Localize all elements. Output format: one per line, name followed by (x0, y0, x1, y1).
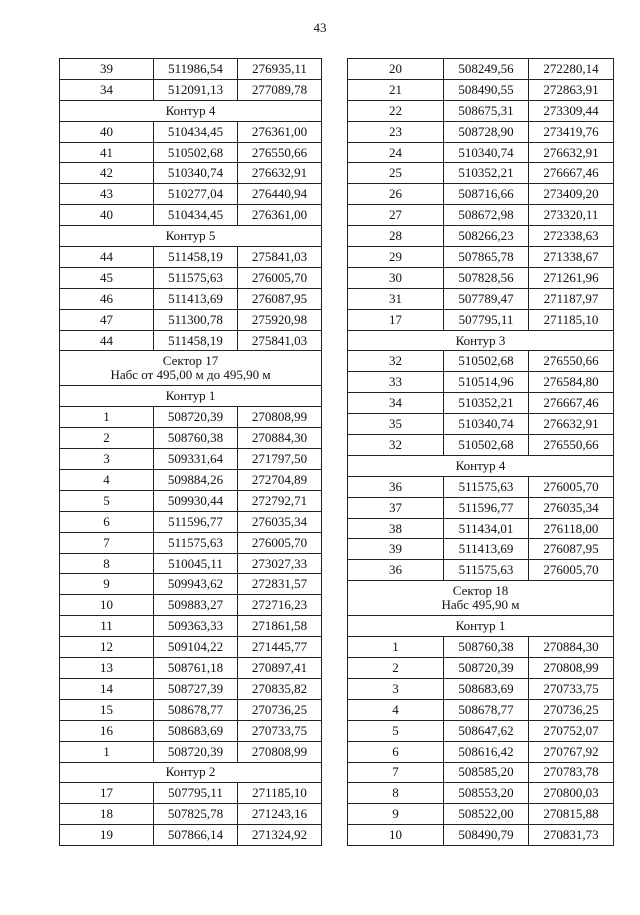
y-coordinate-cell: 270767,92 (529, 741, 614, 762)
x-coordinate-cell: 508675,31 (444, 100, 529, 121)
table-row (348, 476, 614, 497)
section-header-row (60, 226, 322, 247)
y-coordinate-cell: 272716,23 (238, 595, 322, 616)
table-row (60, 532, 322, 553)
y-coordinate-cell: 272863,91 (529, 79, 614, 100)
point-number-cell: 5 (348, 720, 444, 741)
table-row (60, 247, 322, 268)
y-coordinate-cell: 271324,92 (238, 825, 322, 846)
x-coordinate-cell: 511596,77 (444, 497, 529, 518)
table-row (60, 267, 322, 288)
x-coordinate-cell: 508720,39 (154, 741, 238, 762)
x-coordinate-cell: 510340,74 (444, 142, 529, 163)
table-row (348, 372, 614, 393)
point-number-cell: 31 (348, 288, 444, 309)
x-coordinate-cell: 508720,39 (154, 407, 238, 428)
y-coordinate-cell: 276584,80 (529, 372, 614, 393)
y-coordinate-cell: 276361,00 (238, 205, 322, 226)
y-coordinate-cell: 272704,89 (238, 470, 322, 491)
point-number-cell: 39 (60, 59, 154, 80)
point-number-cell: 35 (348, 414, 444, 435)
y-coordinate-cell: 276935,11 (238, 59, 322, 80)
section-header (60, 100, 322, 121)
y-coordinate-cell: 275920,98 (238, 309, 322, 330)
section-header-line: Набс от 495,00 м до 495,90 м (110, 367, 271, 383)
point-number-cell: 23 (348, 121, 444, 142)
x-coordinate-cell: 508616,42 (444, 741, 529, 762)
y-coordinate-cell: 276005,70 (238, 532, 322, 553)
x-coordinate-cell: 510434,45 (154, 121, 238, 142)
y-coordinate-cell: 270783,78 (529, 762, 614, 783)
point-number-cell: 9 (348, 804, 444, 825)
point-number-cell: 34 (60, 79, 154, 100)
point-number-cell: 22 (348, 100, 444, 121)
x-coordinate-cell: 511575,63 (444, 476, 529, 497)
y-coordinate-cell: 276550,66 (529, 351, 614, 372)
y-coordinate-cell: 272280,14 (529, 59, 614, 80)
point-number-cell: 32 (348, 351, 444, 372)
x-coordinate-cell: 507865,78 (444, 247, 529, 268)
point-number-cell: 15 (60, 699, 154, 720)
x-coordinate-cell: 508490,79 (444, 825, 529, 846)
x-coordinate-cell: 510502,68 (444, 351, 529, 372)
x-coordinate-cell: 508678,77 (444, 699, 529, 720)
y-coordinate-cell: 270884,30 (529, 637, 614, 658)
x-coordinate-cell: 510277,04 (154, 184, 238, 205)
x-coordinate-cell: 512091,13 (154, 79, 238, 100)
table-row (348, 351, 614, 372)
y-coordinate-cell: 276667,46 (529, 163, 614, 184)
section-header-line: Контур 2 (165, 764, 216, 780)
point-number-cell: 3 (348, 678, 444, 699)
point-number-cell: 12 (60, 637, 154, 658)
table-row (60, 699, 322, 720)
y-coordinate-cell: 276087,95 (529, 539, 614, 560)
table-row (348, 560, 614, 581)
table-row (60, 720, 322, 741)
x-coordinate-cell: 508761,18 (154, 658, 238, 679)
section-header (348, 455, 614, 476)
x-coordinate-cell: 508249,56 (444, 59, 529, 80)
y-coordinate-cell: 270808,99 (238, 741, 322, 762)
x-coordinate-cell: 511300,78 (154, 309, 238, 330)
x-coordinate-cell: 508672,98 (444, 205, 529, 226)
table-row (348, 100, 614, 121)
y-coordinate-cell: 276035,34 (529, 497, 614, 518)
x-coordinate-cell: 508553,20 (444, 783, 529, 804)
x-coordinate-cell: 510352,21 (444, 393, 529, 414)
x-coordinate-cell: 507825,78 (154, 804, 238, 825)
point-number-cell: 32 (348, 435, 444, 456)
table-row (60, 121, 322, 142)
table-row (60, 783, 322, 804)
y-coordinate-cell: 270733,75 (238, 720, 322, 741)
x-coordinate-cell: 509943,62 (154, 574, 238, 595)
point-number-cell: 4 (348, 699, 444, 720)
y-coordinate-cell: 271187,97 (529, 288, 614, 309)
table-row (348, 288, 614, 309)
y-coordinate-cell: 270800,03 (529, 783, 614, 804)
point-number-cell: 21 (348, 79, 444, 100)
x-coordinate-cell: 507795,11 (154, 783, 238, 804)
section-header (60, 762, 322, 783)
table-row (348, 267, 614, 288)
table-row (60, 678, 322, 699)
section-header-line: Набс 495,90 м (441, 597, 520, 613)
y-coordinate-cell: 270831,73 (529, 825, 614, 846)
table-row (60, 741, 322, 762)
y-coordinate-cell: 272338,63 (529, 226, 614, 247)
x-coordinate-cell: 511413,69 (444, 539, 529, 560)
table-row (60, 825, 322, 846)
y-coordinate-cell: 273027,33 (238, 553, 322, 574)
table-row (348, 825, 614, 846)
y-coordinate-cell: 273419,76 (529, 121, 614, 142)
point-number-cell: 16 (60, 720, 154, 741)
x-coordinate-cell: 508716,66 (444, 184, 529, 205)
y-coordinate-cell: 276087,95 (238, 288, 322, 309)
section-header-row (60, 762, 322, 783)
x-coordinate-cell: 509930,44 (154, 490, 238, 511)
table-row (348, 163, 614, 184)
table-row (348, 699, 614, 720)
table-row (348, 741, 614, 762)
table-row (348, 121, 614, 142)
section-header-line: Контур 1 (455, 618, 506, 634)
point-number-cell: 36 (348, 476, 444, 497)
x-coordinate-cell: 508727,39 (154, 678, 238, 699)
x-coordinate-cell: 508647,62 (444, 720, 529, 741)
x-coordinate-cell: 508760,38 (444, 637, 529, 658)
section-header-row (60, 351, 322, 386)
x-coordinate-cell: 510340,74 (444, 414, 529, 435)
table-body-left (60, 59, 322, 846)
table-row (60, 804, 322, 825)
point-number-cell: 40 (60, 121, 154, 142)
table-row (60, 490, 322, 511)
y-coordinate-cell: 270835,82 (238, 678, 322, 699)
y-coordinate-cell: 271185,10 (238, 783, 322, 804)
y-coordinate-cell: 271445,77 (238, 637, 322, 658)
y-coordinate-cell: 275841,03 (238, 247, 322, 268)
x-coordinate-cell: 507789,47 (444, 288, 529, 309)
x-coordinate-cell: 511458,19 (154, 247, 238, 268)
y-coordinate-cell: 270733,75 (529, 678, 614, 699)
point-number-cell: 9 (60, 574, 154, 595)
point-number-cell: 3 (60, 449, 154, 470)
point-number-cell: 17 (348, 309, 444, 330)
table-row (60, 330, 322, 351)
table-body-right (348, 59, 614, 846)
point-number-cell: 6 (348, 741, 444, 762)
section-header-row (348, 581, 614, 616)
point-number-cell: 25 (348, 163, 444, 184)
y-coordinate-cell: 276632,91 (529, 414, 614, 435)
y-coordinate-cell: 276005,70 (238, 267, 322, 288)
y-coordinate-cell: 270808,99 (529, 658, 614, 679)
x-coordinate-cell: 507795,11 (444, 309, 529, 330)
point-number-cell: 33 (348, 372, 444, 393)
x-coordinate-cell: 509104,22 (154, 637, 238, 658)
x-coordinate-cell: 509363,33 (154, 616, 238, 637)
x-coordinate-cell: 510340,74 (154, 163, 238, 184)
section-header-line: Контур 4 (165, 102, 216, 118)
point-number-cell: 5 (60, 490, 154, 511)
point-number-cell: 30 (348, 267, 444, 288)
table-row (60, 288, 322, 309)
table-row (348, 497, 614, 518)
x-coordinate-cell: 508490,55 (444, 79, 529, 100)
y-coordinate-cell: 276632,91 (529, 142, 614, 163)
table-row (348, 414, 614, 435)
x-coordinate-cell: 511575,63 (154, 532, 238, 553)
y-coordinate-cell: 271243,16 (238, 804, 322, 825)
y-coordinate-cell: 270736,25 (529, 699, 614, 720)
x-coordinate-cell: 508266,23 (444, 226, 529, 247)
point-number-cell: 1 (60, 741, 154, 762)
section-header-line: Контур 5 (165, 228, 216, 244)
x-coordinate-cell: 508585,20 (444, 762, 529, 783)
x-coordinate-cell: 510352,21 (444, 163, 529, 184)
table-row (348, 804, 614, 825)
y-coordinate-cell: 271797,50 (238, 449, 322, 470)
point-number-cell: 8 (60, 553, 154, 574)
y-coordinate-cell: 270815,88 (529, 804, 614, 825)
table-row (348, 142, 614, 163)
table-row (348, 678, 614, 699)
y-coordinate-cell: 276550,66 (529, 435, 614, 456)
x-coordinate-cell: 511575,63 (154, 267, 238, 288)
table-row (348, 783, 614, 804)
point-number-cell: 38 (348, 518, 444, 539)
y-coordinate-cell: 276632,91 (238, 163, 322, 184)
y-coordinate-cell: 270897,41 (238, 658, 322, 679)
table-row (60, 142, 322, 163)
y-coordinate-cell: 277089,78 (238, 79, 322, 100)
table-row (348, 539, 614, 560)
table-row (348, 79, 614, 100)
y-coordinate-cell: 272831,57 (238, 574, 322, 595)
y-coordinate-cell: 270752,07 (529, 720, 614, 741)
y-coordinate-cell: 270884,30 (238, 428, 322, 449)
table-row (348, 59, 614, 80)
table-row (60, 163, 322, 184)
y-coordinate-cell: 273309,44 (529, 100, 614, 121)
point-number-cell: 1 (60, 407, 154, 428)
x-coordinate-cell: 508683,69 (444, 678, 529, 699)
coordinates-table-left (59, 58, 322, 846)
table-row (60, 658, 322, 679)
point-number-cell: 2 (60, 428, 154, 449)
x-coordinate-cell: 510502,68 (444, 435, 529, 456)
x-coordinate-cell: 510434,45 (154, 205, 238, 226)
y-coordinate-cell: 270736,25 (238, 699, 322, 720)
y-coordinate-cell: 276440,94 (238, 184, 322, 205)
point-number-cell: 1 (348, 637, 444, 658)
point-number-cell: 2 (348, 658, 444, 679)
table-row (348, 518, 614, 539)
x-coordinate-cell: 508728,90 (444, 121, 529, 142)
y-coordinate-cell: 276005,70 (529, 476, 614, 497)
point-number-cell: 41 (60, 142, 154, 163)
x-coordinate-cell: 511458,19 (154, 330, 238, 351)
y-coordinate-cell: 276550,66 (238, 142, 322, 163)
point-number-cell: 42 (60, 163, 154, 184)
point-number-cell: 27 (348, 205, 444, 226)
point-number-cell: 39 (348, 539, 444, 560)
table-row (348, 720, 614, 741)
x-coordinate-cell: 508720,39 (444, 658, 529, 679)
x-coordinate-cell: 508522,00 (444, 804, 529, 825)
page-number: 43 (313, 20, 327, 35)
y-coordinate-cell: 272792,71 (238, 490, 322, 511)
table-row (60, 407, 322, 428)
y-coordinate-cell: 276361,00 (238, 121, 322, 142)
point-number-cell: 7 (348, 762, 444, 783)
section-header-line: Контур 4 (455, 457, 506, 473)
table-row (348, 658, 614, 679)
x-coordinate-cell: 508678,77 (154, 699, 238, 720)
table-row (60, 595, 322, 616)
y-coordinate-cell: 270808,99 (238, 407, 322, 428)
table-row (60, 428, 322, 449)
point-number-cell: 28 (348, 226, 444, 247)
y-coordinate-cell: 271185,10 (529, 309, 614, 330)
x-coordinate-cell: 511434,01 (444, 518, 529, 539)
table-row (60, 616, 322, 637)
section-header (348, 581, 614, 616)
table-row (60, 184, 322, 205)
x-coordinate-cell: 507866,14 (154, 825, 238, 846)
x-coordinate-cell: 508683,69 (154, 720, 238, 741)
point-number-cell: 36 (348, 560, 444, 581)
section-header (348, 616, 614, 637)
table-row (348, 226, 614, 247)
point-number-cell: 44 (60, 247, 154, 268)
table-row (348, 435, 614, 456)
point-number-cell: 43 (60, 184, 154, 205)
x-coordinate-cell: 508760,38 (154, 428, 238, 449)
point-number-cell: 45 (60, 267, 154, 288)
section-header (60, 226, 322, 247)
table-row (60, 470, 322, 491)
point-number-cell: 6 (60, 511, 154, 532)
point-number-cell: 7 (60, 532, 154, 553)
x-coordinate-cell: 509331,64 (154, 449, 238, 470)
table-row (60, 449, 322, 470)
point-number-cell: 34 (348, 393, 444, 414)
point-number-cell: 18 (60, 804, 154, 825)
section-header-row (60, 100, 322, 121)
y-coordinate-cell: 275841,03 (238, 330, 322, 351)
table-row (60, 511, 322, 532)
point-number-cell: 8 (348, 783, 444, 804)
x-coordinate-cell: 510502,68 (154, 142, 238, 163)
point-number-cell: 11 (60, 616, 154, 637)
y-coordinate-cell: 273409,20 (529, 184, 614, 205)
section-header (60, 351, 322, 386)
y-coordinate-cell: 276118,00 (529, 518, 614, 539)
point-number-cell: 13 (60, 658, 154, 679)
y-coordinate-cell: 271861,58 (238, 616, 322, 637)
point-number-cell: 46 (60, 288, 154, 309)
table-row (60, 59, 322, 80)
y-coordinate-cell: 276005,70 (529, 560, 614, 581)
section-header-line: Контур 3 (455, 332, 506, 348)
x-coordinate-cell: 509883,27 (154, 595, 238, 616)
point-number-cell: 26 (348, 184, 444, 205)
point-number-cell: 24 (348, 142, 444, 163)
point-number-cell: 19 (60, 825, 154, 846)
y-coordinate-cell: 273320,11 (529, 205, 614, 226)
x-coordinate-cell: 507828,56 (444, 267, 529, 288)
point-number-cell: 17 (60, 783, 154, 804)
section-header-row (348, 330, 614, 351)
table-row (60, 553, 322, 574)
table-row (348, 762, 614, 783)
point-number-cell: 47 (60, 309, 154, 330)
y-coordinate-cell: 271338,67 (529, 247, 614, 268)
table-row (60, 309, 322, 330)
table-row (60, 637, 322, 658)
x-coordinate-cell: 511413,69 (154, 288, 238, 309)
point-number-cell: 14 (60, 678, 154, 699)
table-row (348, 247, 614, 268)
y-coordinate-cell: 276667,46 (529, 393, 614, 414)
point-number-cell: 44 (60, 330, 154, 351)
table-row (60, 205, 322, 226)
table-row (348, 637, 614, 658)
point-number-cell: 40 (60, 205, 154, 226)
section-header-row (348, 616, 614, 637)
y-coordinate-cell: 271261,96 (529, 267, 614, 288)
table-row (348, 205, 614, 226)
section-header-line: Сектор 18 (452, 583, 509, 599)
x-coordinate-cell: 510514,96 (444, 372, 529, 393)
section-header-line: Сектор 17 (162, 353, 219, 369)
x-coordinate-cell: 511575,63 (444, 560, 529, 581)
section-header-row (60, 386, 322, 407)
table-row (348, 184, 614, 205)
table-row (60, 79, 322, 100)
point-number-cell: 10 (60, 595, 154, 616)
x-coordinate-cell: 510045,11 (154, 553, 238, 574)
point-number-cell: 37 (348, 497, 444, 518)
point-number-cell: 10 (348, 825, 444, 846)
section-header-line: Контур 1 (165, 388, 216, 404)
x-coordinate-cell: 511596,77 (154, 511, 238, 532)
table-row (348, 393, 614, 414)
point-number-cell: 4 (60, 470, 154, 491)
point-number-cell: 29 (348, 247, 444, 268)
section-header (348, 330, 614, 351)
coordinates-table-right (347, 58, 614, 846)
y-coordinate-cell: 276035,34 (238, 511, 322, 532)
x-coordinate-cell: 511986,54 (154, 59, 238, 80)
point-number-cell: 20 (348, 59, 444, 80)
x-coordinate-cell: 509884,26 (154, 470, 238, 491)
section-header-row (348, 455, 614, 476)
table-row (60, 574, 322, 595)
table-row (348, 309, 614, 330)
section-header (60, 386, 322, 407)
